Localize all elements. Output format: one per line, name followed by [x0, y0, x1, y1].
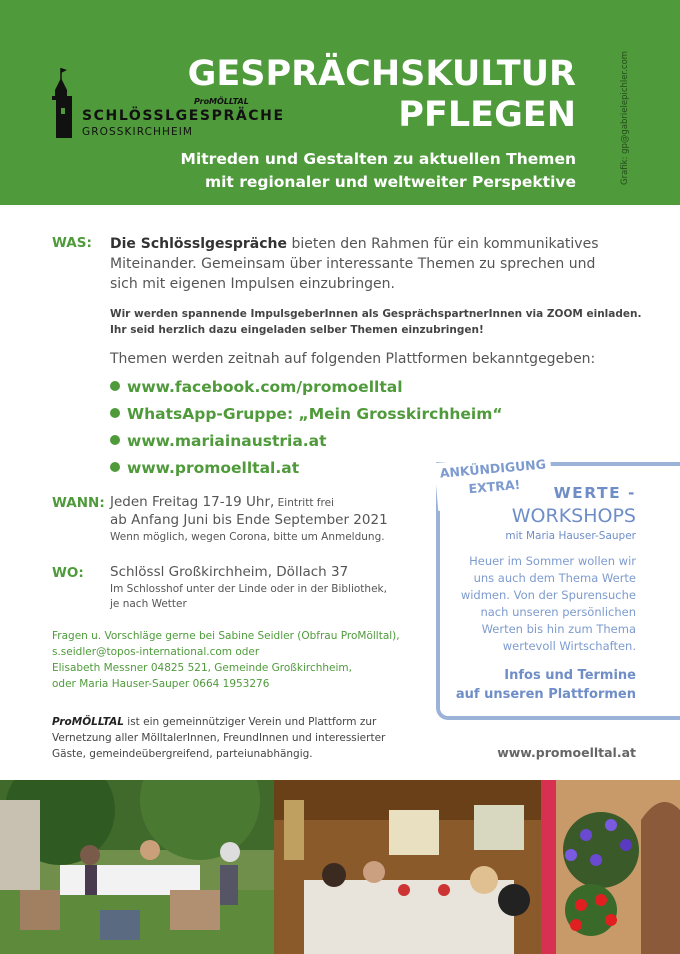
bullet-icon — [110, 408, 120, 418]
page-title — [188, 54, 576, 136]
workshop-title-werte: WERTE - — [553, 484, 636, 502]
subtitle-line-2: mit regionaler und weltweiter Perspektive — [204, 173, 576, 191]
library-photo — [274, 780, 541, 954]
promoelltal-description: ProMÖLLTAL ist ein gemeinnütziger Verein und Plattform zur Vernetzung aller MölltalerInnen, FreundInnen und interessierter Gäste, gemeindeübergreifend, parteiunabhängig. — [52, 716, 386, 760]
title-line-2: PFLEGEN — [398, 95, 576, 135]
workshop-description: Heuer im Sommer wollen wir uns auch dem Thema Werte widmen. Von der Spurensuche nach unseren persönlichen Werten bis hin zum Thema wertevoll Wirtschaften. — [460, 554, 636, 653]
workshop-info: Infos und Termine auf unseren Plattformen — [455, 668, 636, 702]
was-line2: Miteinander. Gemeinsam über interessante Themen zu sprechen und — [110, 256, 596, 272]
was-description — [110, 234, 598, 294]
wo-label: WO: — [52, 565, 84, 581]
wann-line3: Wenn möglich, wegen Corona, bitte um Anmeldung. — [110, 531, 385, 543]
announcement-badge: ANKÜNDIGUNG EXTRA! — [434, 453, 554, 511]
link-mariainaustria[interactable]: www.mariainaustria.at — [110, 429, 503, 456]
header-banner — [0, 0, 680, 205]
promo-name: ProMÖLLTAL — [52, 716, 124, 728]
logo-title: SCHLÖSSLGESPRÄCHE — [82, 108, 285, 124]
link-promoelltal[interactable]: www.promoelltal.at — [110, 456, 503, 483]
wo-line1: Schlössl Großkirchheim, Döllach 37 — [110, 564, 349, 580]
zoom-line1: Wir werden spannende ImpulsgeberInnen als GesprächspartnerInnen via ZOOM einladen. — [110, 308, 642, 320]
title-line-1: GESPRÄCHSKULTUR — [187, 54, 576, 94]
was-line3: sich mit eigenen Impulsen einzubringen. — [110, 276, 395, 292]
castle-tower-icon — [52, 68, 78, 138]
link-whatsapp[interactable]: WhatsApp-Gruppe: „Mein Grosskirchheim“ — [110, 402, 503, 429]
photo-strip — [0, 780, 680, 954]
footer-url-link[interactable]: www.promoelltal.at — [497, 745, 636, 760]
flowers-photo — [541, 780, 680, 954]
bullet-icon — [110, 381, 120, 391]
workshop-title-workshops: WORKSHOPS — [511, 505, 636, 527]
page-subtitle — [181, 148, 576, 194]
contact-info: Fragen u. Vorschläge gerne bei Sabine Seidler (Obfrau ProMölltal), s.seidler@topos-international.com oder Elisabeth Messner 04825 521, Gemeinde Großkirchheim, oder Maria Hauser-Sauper 0664 1953276 — [52, 630, 400, 690]
was-intro-bold: Die Schlösslgespräche — [110, 236, 288, 252]
workshop-host: mit Maria Hauser-Sauper — [505, 530, 636, 542]
bullet-icon — [110, 462, 120, 472]
bullet-icon — [110, 435, 120, 445]
link-facebook[interactable]: www.facebook.com/promoelltal — [110, 375, 503, 402]
wann-line1: Jeden Freitag 17-19 Uhr, Eintritt frei — [110, 494, 334, 510]
was-line1: bieten den Rahmen für ein kommunikatives — [287, 236, 599, 252]
subtitle-line-1: Mitreden und Gestalten zu aktuellen Themen — [180, 150, 576, 168]
themen-text: Themen werden zeitnah auf folgenden Plattformen bekanntgegeben: — [110, 351, 596, 367]
wann-label: WANN: — [52, 495, 105, 511]
zoom-note — [110, 306, 641, 338]
contact-email[interactable]: s.seidler@topos-international.com oder — [52, 646, 260, 658]
zoom-line2: Ihr seid herzlich dazu eingeladen selber Themen einzubringen! — [110, 324, 484, 336]
logo-subtitle: GROSSKIRCHHEIM — [82, 126, 194, 138]
was-label: WAS: — [52, 235, 92, 251]
wann-line2: ab Anfang Juni bis Ende September 2021 — [110, 512, 388, 528]
logo-brand: ProMÖLLTAL — [194, 97, 249, 106]
garden-photo — [0, 780, 274, 954]
wo-details: Im Schlosshof unter der Linde oder in der Bibliothek, je nach Wetter — [110, 583, 387, 610]
graphic-credit: Grafik: gp@gabrielepichler.com — [620, 50, 630, 185]
